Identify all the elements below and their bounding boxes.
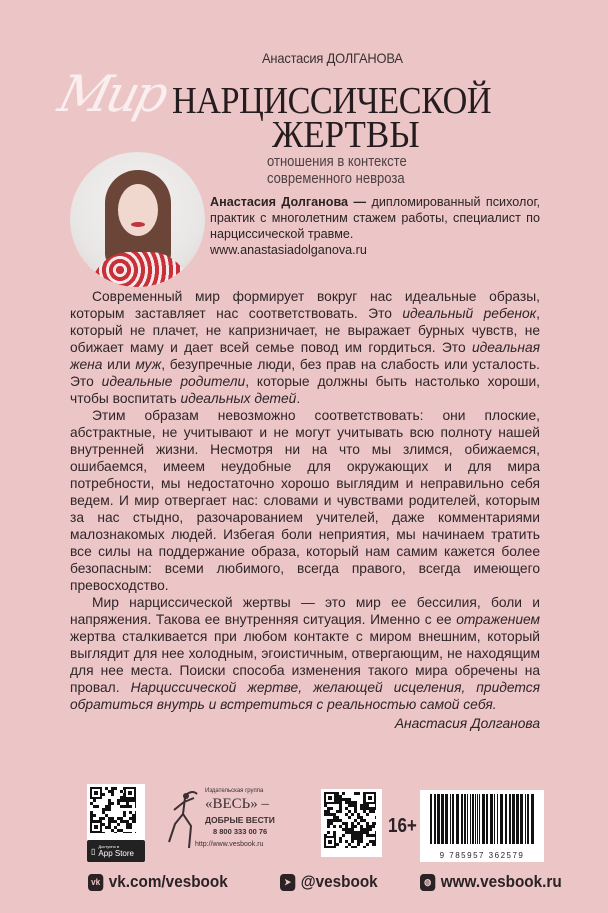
paragraph-text: или <box>102 357 136 372</box>
emphasis-text: идеальные родители <box>101 374 246 389</box>
title-script-word: Мир <box>52 65 171 123</box>
author-bio <box>210 194 540 258</box>
publisher-phone: 8 800 333 00 76 <box>213 827 268 836</box>
qr-pattern <box>324 792 376 848</box>
publisher-group: Издательская группа <box>205 788 264 794</box>
paragraph-text: Мир нарциссической жертвы — это мир ее бессилия, боли и напряжения. Такова ее внутренняя ситуация. Именно с ее <box>70 595 540 627</box>
publisher-url: http://www.vesbook.ru <box>195 841 264 848</box>
site-qr-code <box>321 789 382 857</box>
subtitle-line-1: отношения в контексте <box>267 154 407 170</box>
publisher-logo <box>165 788 300 862</box>
paragraph-text: , который не плачет, не капризничает, не выражает бурных чувств, не обижает маму и дает всей семье повод им гордиться. Это <box>70 306 540 355</box>
social-telegram-label: @vesbook <box>300 872 378 891</box>
paragraph-text: жертва сталкивается при любом контакте с миром внешним, который выглядит для нее холодным, эгоистичным, отвергающим, не находящим для нее места. Поиски способа изменения такого мира обречены на провал. <box>70 629 540 695</box>
app-store-small: Доступно в <box>98 844 120 849</box>
qr-pattern <box>90 787 136 833</box>
app-qr-code <box>87 784 145 842</box>
age-rating: 16+ <box>388 815 417 837</box>
phone-icon: ▯ <box>91 846 96 856</box>
paragraph-text: Этим образам невозможно соответствовать: они плоские, абстрактные, не учитывают и не могут учитывать всю полноту нашей внутренней жизни. Несмотря ни на что мы злимся, обижаемся, ошибаемся, имеем неудобные для окружающих и для мира потребности, мы недостаточно хорошо выглядим и неправильно себя ведем. И мир отвергает нас: словами и чувствами родителей, которым за нас стыдно, разочарованием учителей, даже комментариями малознакомых людей. Избегая боли неприятия, мы начинаем тратить все силы на поддержание образа, который нам самим кажется более безопасным: всеми любимого, всегда правого, всегда имеющего превосходство. <box>70 408 540 593</box>
social-vk-label: vk.com/vesbook <box>108 872 228 891</box>
app-store-badge <box>87 840 145 862</box>
social-website-label: www.vesbook.ru <box>440 872 562 891</box>
app-store-label: App Store <box>98 849 134 858</box>
social-vk[interactable] <box>88 872 228 892</box>
blurb-paragraph <box>70 407 540 594</box>
title-line-1: НАРЦИССИЧЕСКОЙ <box>172 80 492 122</box>
social-telegram[interactable] <box>280 872 378 892</box>
paragraph-text: Современный мир формирует вокруг нас идеальные образы, которым заставляет нас соответствовать. Это <box>70 289 540 321</box>
isbn-barcode <box>420 790 544 862</box>
author-photo <box>70 152 205 287</box>
bio-text: дипломированный психолог, практик с многолетним стажем работы, специалист по нарциссической травме. <box>210 195 541 241</box>
paragraph-text: , которые должны быть настолько хороши, чтобы воспитать <box>70 374 540 406</box>
bio-name: Анастасия Долганова — <box>210 195 367 209</box>
emphasis-text: идеальных детей <box>180 391 297 406</box>
vk-icon: vk <box>88 874 103 891</box>
publisher-name: «ВЕСЬ» – <box>205 796 270 812</box>
author-name: Анастасия ДОЛГАНОВА <box>262 50 403 66</box>
telegram-icon: ➤ <box>280 874 295 891</box>
blurb-column <box>70 288 540 732</box>
subtitle <box>267 154 407 188</box>
subtitle-line-2: современного невроза <box>267 171 405 187</box>
title-line-2: ЖЕРТВЫ <box>272 114 420 156</box>
globe-icon: ◍ <box>420 874 435 891</box>
social-website[interactable] <box>420 872 562 892</box>
isbn-number: 9 785957 362579 <box>439 851 525 860</box>
emphasis-text: отражением <box>456 612 540 627</box>
barcode-bars <box>420 790 544 850</box>
publisher-slogan: ДОБРЫЕ ВЕСТИ <box>205 815 275 825</box>
emphasis-text: Нарциссической жертве, желающей исцеления, придется обратиться внутрь и встретиться с реальностью самой себя. <box>70 680 540 712</box>
blurb-paragraph <box>70 594 540 713</box>
paragraph-text: , безупречные люди, без прав на слабость или усталость. Это <box>70 357 540 389</box>
paragraph-text: . <box>296 391 301 406</box>
signature: Анастасия Долганова <box>394 716 540 731</box>
blurb-text <box>70 288 540 713</box>
emphasis-text: идеальная жена <box>70 340 540 372</box>
emphasis-text: идеальный ребенок <box>402 306 537 321</box>
author-website: www.anastasiadolganova.ru <box>210 243 367 257</box>
blurb-paragraph <box>70 288 540 407</box>
emphasis-text: муж <box>135 357 162 372</box>
